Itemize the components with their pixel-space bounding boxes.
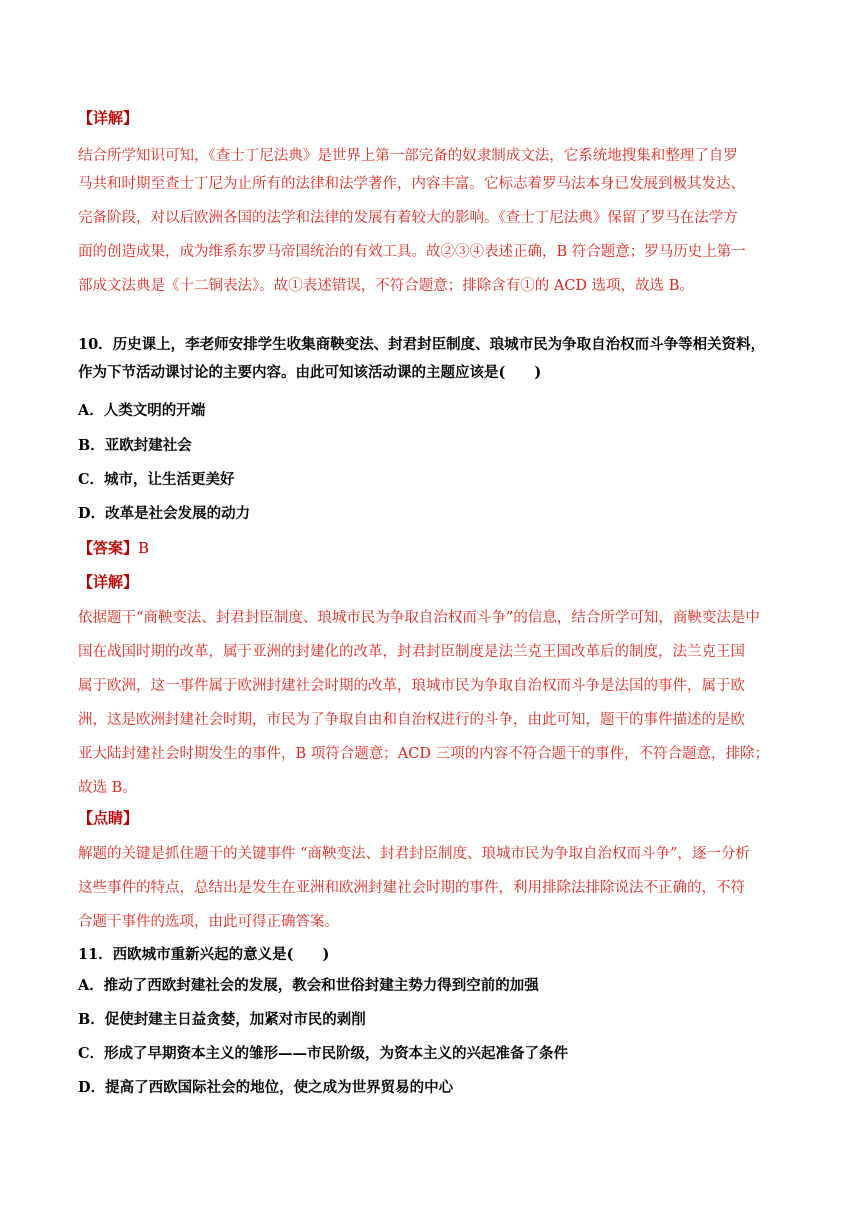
detail-tag-2: 【详解】	[78, 573, 139, 591]
q10-option-c: C．城市，让生活更美好	[78, 471, 235, 488]
q10-option-d: D．改革是社会发展的动力	[78, 505, 251, 522]
detail-text-1	[78, 142, 786, 198]
detail-line: 部成文法典是《十二铜表法》。故①表述错误，不符合题意；排除含有①的 ACD 选项，故选 B。	[78, 278, 694, 294]
detail-line: 完备阶段，对以后欧洲各国的法学和法律的发展有着较大的影响。《查士丁尼法典》保留了罗马在法学方	[78, 210, 738, 226]
q10-option-b: B．亚欧封建社会	[78, 437, 192, 454]
note-text	[78, 837, 786, 939]
answer-row	[78, 538, 786, 558]
detail-text-2	[78, 601, 786, 805]
q11-option-c: C．形成了早期资本主义的雏形——市民阶级，为资本主义的兴起准备了条件	[78, 1045, 569, 1062]
detail-line: 马共和时期至查士丁尼为止所有的法律和法学著作，内容丰富。它标志着罗马法本身已发展到极其发达、	[78, 176, 745, 192]
answer-tag: 【答案】	[78, 539, 139, 557]
answer-value: B	[138, 539, 150, 557]
detail-text-1b	[78, 201, 786, 303]
q10-option-a: A．人类文明的开端	[78, 402, 206, 419]
question-10-stem	[78, 331, 786, 387]
q11-option-b: B．促使封建主日益贪婪，加紧对市民的剥削	[78, 1011, 366, 1028]
detail-line: 国在战国时期的改革，属于亚洲的封建化的改革，封君封臣制度是法兰克王国改革后的制度，法兰克王国	[78, 644, 745, 660]
detail-line: 依据题干“商鞅变法、封君封臣制度、琅城市民为争取自治权而斗争”的信息，结合所学可知，商鞅变法是中	[78, 610, 760, 626]
note-line: 合题干事件的选项，由此可得正确答案。	[78, 914, 339, 930]
detail-line: 亚大陆封建社会时期发生的事件，B 项符合题意；ACD 三项的内容不符合题干的事件，不符合题意，排除；	[78, 746, 770, 762]
detail-line: 洲，这是欧洲封建社会时期，市民为了争取自由和自治权进行的斗争，由此可知，题干的事件描述的是欧	[78, 712, 745, 728]
note-line: 解题的关键是抓住题干的关键事件 “商鞅变法、封君封臣制度、琅城市民为争取自治权而斗争”，逐一分析	[78, 846, 750, 862]
detail-line: 故选 B。	[78, 780, 137, 796]
q11-option-a: A．推动了西欧封建社会的发展，教会和世俗封建主势力得到空前的加强	[78, 977, 539, 994]
detail-tag-1: 【详解】	[78, 109, 139, 127]
detail-line: 面的创造成果，成为维系东罗马帝国统治的有效工具。故②③④表述正确，B 符合题意；罗马历史上第一	[78, 244, 746, 260]
note-tag: 【点睛】	[78, 809, 139, 827]
detail-line: 属于欧洲，这一事件属于欧洲封建社会时期的改革，琅城市民为争取自治权而斗争是法国的事件，属于欧	[78, 678, 745, 694]
detail-line: 结合所学知识可知，《查士丁尼法典》是世界上第一部完备的奴隶制成文法，它系统地搜集和整理了自罗	[78, 148, 738, 164]
question-line: 作为下节活动课讨论的主要内容。由此可知该活动课的主题应该是( )	[78, 364, 542, 381]
question-line: 10．历史课上，李老师安排学生收集商鞅变法、封君封臣制度、琅城市民为争取自治权而斗争等相关资料，	[78, 336, 766, 353]
question-11-stem: 11．西欧城市重新兴起的意义是( )	[78, 946, 330, 963]
q11-option-d: D．提高了西欧国际社会的地位，使之成为世界贸易的中心	[78, 1079, 454, 1096]
note-line: 这些事件的特点，总结出是发生在亚洲和欧洲封建社会时期的事件，利用排除法排除说法不正确的，不符	[78, 880, 745, 896]
